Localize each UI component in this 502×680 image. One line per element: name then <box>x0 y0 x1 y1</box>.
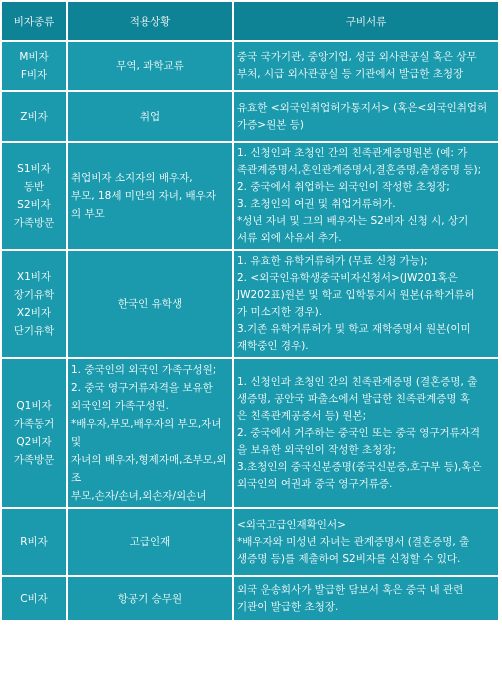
visa-type-cell: X1비자 장기유학 X2비자 단기유학 <box>2 251 68 359</box>
situation-line: 2. 중국 영구거류자격을 보유한 <box>71 382 213 394</box>
visa-requirements-table <box>2 2 500 622</box>
table-row <box>2 92 500 143</box>
situation-line: 부모, 18세 미만의 자녀, 배우자 <box>71 190 216 202</box>
documents-cell <box>234 251 500 359</box>
document-line: 3.기존 유학거류허가 및 학교 재학증명서 원본(이미 <box>237 323 471 335</box>
table-row <box>2 359 500 509</box>
document-line: 3.초청인의 중국신분증명(중국신분증,호구부 등),혹은 <box>237 460 482 473</box>
documents-cell <box>234 577 500 622</box>
document-line: 1. 신청인과 초청인 간의 친족관계증명원본 (예: 가 <box>237 147 468 159</box>
situation-line: 취업 <box>139 110 161 123</box>
visa-type-cell: R비자 <box>2 509 68 577</box>
document-line: 중국 국가기관, 중앙기업, 성급 외사관공실 혹은 상무 <box>237 51 477 63</box>
visa-type-cell: C비자 <box>2 577 68 622</box>
table-row <box>2 251 500 359</box>
table-body <box>2 42 500 622</box>
documents-cell <box>234 143 500 251</box>
situation-line: 부모,손자/손녀,외손자/외손녀 <box>71 490 207 502</box>
visa-type-cell: S1비자 동반 S2비자 가족방문 <box>2 143 68 251</box>
situation-line: 1. 중국인의 외국인 가족구성원; <box>71 364 217 376</box>
document-line: 서류 외에 사유서 추가. <box>237 232 342 244</box>
document-line: JW202표)원본 및 학교 입학통지서 원본(유학거류허 <box>237 289 475 301</box>
documents-cell <box>234 359 500 509</box>
document-line: 외국 운송회사가 발급한 담보서 혹은 중국 내 관련 <box>237 583 464 596</box>
documents-cell <box>234 42 500 92</box>
table-row <box>2 577 500 622</box>
table-row <box>2 509 500 577</box>
document-line: <외국고급인재확인서> <box>237 518 346 531</box>
document-line: *배우자와 미성년 자녀는 관계증명서 (결혼증명, 출 <box>237 535 470 548</box>
visa-type-cell: Q1비자 가족동거 Q2비자 가족방문 <box>2 359 68 509</box>
document-line: 1. 신청인과 초청인 간의 친족관계증명 (결혼증명, 출 <box>237 375 478 388</box>
document-line: 은 친족관계공증서 등) 원본; <box>237 409 367 422</box>
header-visa-type: 비자종류 <box>2 2 68 42</box>
documents-cell <box>234 92 500 143</box>
situation-cell <box>68 251 234 359</box>
situation-line: 의 부모 <box>71 208 105 220</box>
situation-cell <box>68 577 234 622</box>
situation-line: 고급인재 <box>129 536 171 548</box>
situation-cell <box>68 509 234 577</box>
document-line: 유효한 <외국인취업허가통지서> (혹은<외국인취업허 <box>237 101 488 114</box>
document-line: 가 미소지한 경우). <box>237 306 323 318</box>
document-line: 2. 중국에서 취업하는 외국인이 작성한 초청장; <box>237 181 450 193</box>
visa-type-cell: M비자 F비자 <box>2 42 68 92</box>
document-line: 생증명 등)를 제출하여 S2비자를 신청할 수 있다. <box>237 552 461 565</box>
situation-line: 취업비자 소지자의 배우자, <box>71 172 193 184</box>
situation-cell <box>68 42 234 92</box>
situation-line: 항공기 승무원 <box>117 592 183 605</box>
table-row <box>2 143 500 251</box>
documents-cell <box>234 509 500 577</box>
document-line: 3. 초청인의 여권 및 취업거류허가. <box>237 198 396 210</box>
situation-line: 자녀의 배우자,형제자매,조부모,외조 <box>71 454 227 484</box>
situation-cell <box>68 92 234 143</box>
document-line: 족관계증명서,혼인관계증명서,결혼증명,출생증명 등); <box>237 164 482 176</box>
document-line: 생증명, 공안국 파출소에서 발급한 친족관계증명 혹 <box>237 392 471 405</box>
document-line: 기관이 발급한 초청장. <box>237 600 339 613</box>
header-row <box>2 2 500 42</box>
situation-line: 한국인 유학생 <box>117 298 183 310</box>
header-documents: 구비서류 <box>234 2 500 42</box>
document-line: 을 보유한 외국인이 작성한 초청장; <box>237 443 396 456</box>
situation-cell <box>68 143 234 251</box>
table-row <box>2 42 500 92</box>
document-line: *성년 자녀 및 그의 배우자는 S2비자 신청 시, 상기 <box>237 215 469 227</box>
situation-line: *배우자,부모,배우자의 부모,자녀 및 <box>71 418 222 448</box>
document-line: 1. 유효한 유학거류허가 (무료 신청 가능); <box>237 255 428 267</box>
document-line: 부처, 시급 외사관공실 등 기관에서 발급한 초청장 <box>237 68 464 80</box>
header-situation: 적용상황 <box>68 2 234 42</box>
document-line: 2. 중국에서 거주하는 중국인 또는 중국 영구거류자격 <box>237 426 481 439</box>
situation-line: 무역, 과학교류 <box>116 60 184 72</box>
document-line: 재학중인 경우). <box>237 340 309 352</box>
situation-cell <box>68 359 234 509</box>
situation-line: 외국인의 가족구성원. <box>71 400 169 412</box>
visa-type-cell: Z비자 <box>2 92 68 143</box>
document-line: 가증>원본 등) <box>237 118 304 131</box>
document-line: 외국인의 여권과 중국 영구거류증. <box>237 477 393 490</box>
document-line: 2. <외국인유학생중국비자신청서>(JW201혹은 <box>237 272 458 284</box>
